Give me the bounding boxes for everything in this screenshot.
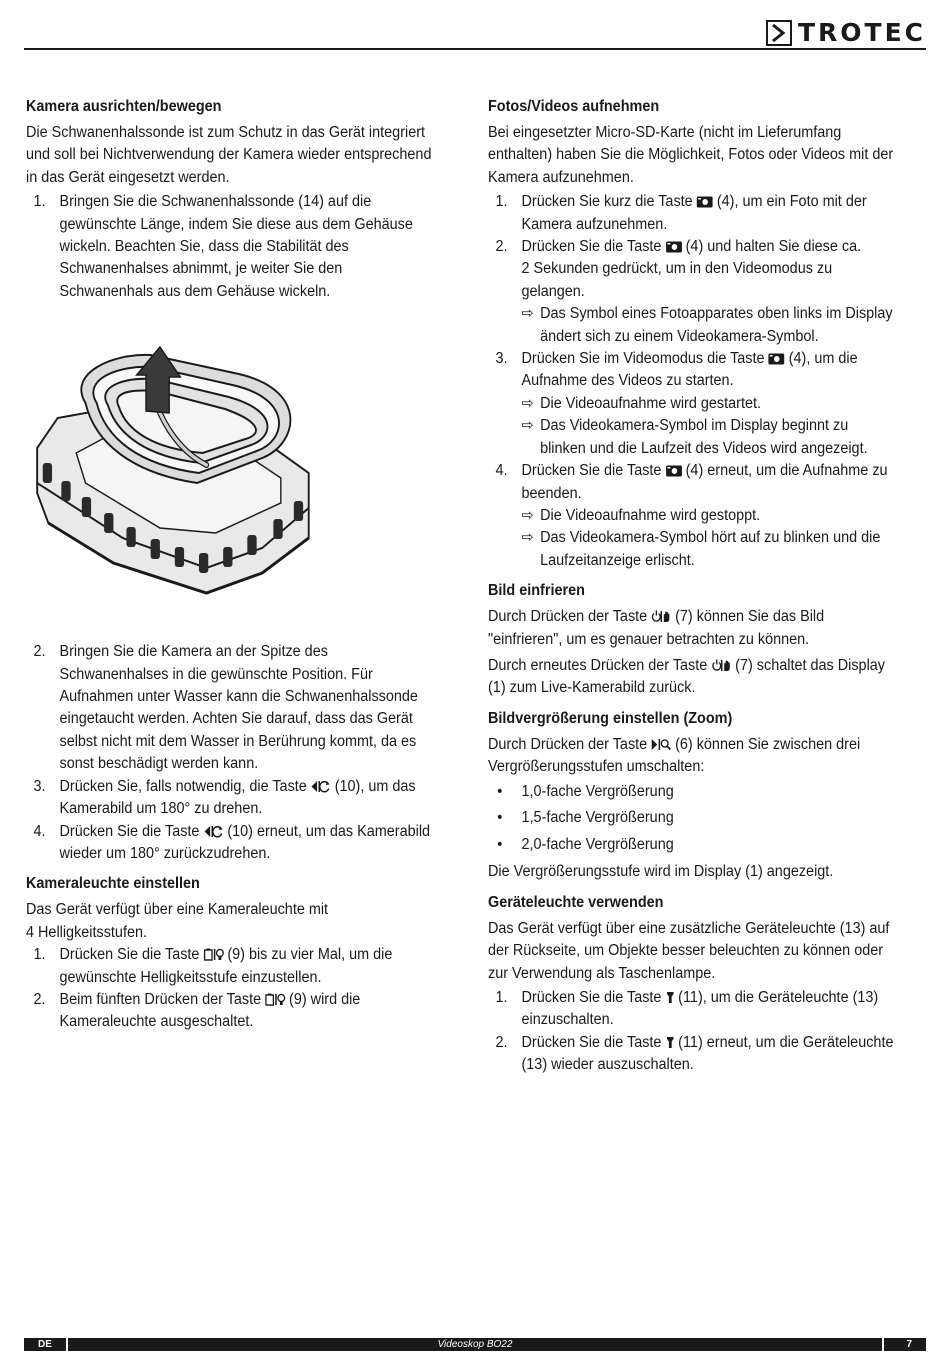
- result-item: ⇨ Die Videoaufnahme wird gestoppt.: [521, 505, 893, 527]
- power-freeze-icon: [711, 659, 731, 672]
- paragraph: Bei eingesetzter Micro-SD-Karte (nicht im Lieferumfang enthalten) haben Sie die Möglichkeit, Fotos oder Videos mit der Kamera aufzunehmen.: [488, 124, 894, 186]
- section-kamera-ausrichten: [26, 96, 431, 303]
- paragraph: Durch Drücken der Taste (6) können Sie zwischen drei Vergrößerungsstufen umschalten:: [488, 735, 861, 776]
- power-freeze-icon: [651, 610, 671, 623]
- result-item: ⇨ Das Videokamera-Symbol im Display beginnt zu blinken und die Laufzeit des Videos wird angezeigt.: [521, 417, 868, 457]
- result-arrow-icon: ⇨: [521, 506, 534, 524]
- section-title: Kamera ausrichten/bewegen: [26, 98, 222, 115]
- bullet-item: • 1,5-fache Vergrößerung: [497, 809, 674, 827]
- result-arrow-icon: ⇨: [521, 417, 534, 435]
- device-gooseneck-illustration: [30, 333, 328, 603]
- page-footer: [24, 1338, 926, 1351]
- left-column: [26, 96, 431, 1034]
- step-item: 4. Drücken Sie die Taste (10) erneut, um das Kamerabild wieder um 180° zurückzudrehen.: [33, 822, 431, 862]
- section-title: Kameraleuchte einstellen: [26, 875, 200, 893]
- result-item: ⇨ Das Videokamera-Symbol hört auf zu blinken und die Laufzeitanzeige erlischt.: [521, 529, 881, 569]
- section-geraeteleuchte: [488, 892, 893, 1077]
- flashlight-icon: [665, 1036, 674, 1049]
- header-rule: [24, 48, 926, 50]
- step-item: 2. Bringen Sie die Kamera an der Spitze des Schwanenhalses in die gewünschte Position. Für Aufnahmen unter Wasser kann die Schwanenhalssonde eingetaucht werden. Achten Sie darauf, dass das Gerät selbst nicht mit dem Wasser in Berührung kommt, da es sonst beschädigt werden kann.: [33, 643, 418, 773]
- result-arrow-icon: ⇨: [521, 394, 534, 412]
- paragraph: Durch erneutes Drücken der Taste (7) schaltet das Display (1) zum Live-Kamerabild zurück.: [488, 656, 885, 697]
- section-zoom: [488, 708, 893, 884]
- step-item: 1. Drücken Sie die Taste (11), um die Geräteleuchte (13) einzuschalten.: [495, 988, 879, 1029]
- trotec-logo: [766, 18, 926, 47]
- flashlight-icon: [665, 991, 674, 1004]
- section-kamera-ausrichten-cont: [26, 641, 431, 865]
- right-column: [488, 96, 893, 1077]
- result-arrow-icon: ⇨: [521, 305, 534, 323]
- logo-text: TROTEC: [797, 18, 926, 47]
- camera-light-icon: [265, 993, 285, 1006]
- bullet-list: [488, 781, 893, 857]
- result-item: ⇨ Die Videoaufnahme wird gestartet.: [521, 393, 893, 415]
- paragraph: Die Schwanenhalssonde ist zum Schutz in das Gerät integriert und soll bei Nichtverwendung der Kamera wieder entsprechend in das Gerät eingesetzt werden.: [26, 124, 432, 186]
- section-bild-einfrieren: [488, 580, 893, 700]
- footer-divider: [882, 1338, 884, 1351]
- step-list: [488, 987, 893, 1077]
- camera-button-icon: [768, 352, 785, 365]
- paragraph: Das Gerät verfügt über eine Kameraleuchte mit 4 Helligkeitsstufen.: [26, 901, 329, 941]
- logo-chevron-icon: [766, 20, 792, 46]
- bullet-item: • 2,0-fache Vergrößerung: [497, 836, 674, 854]
- step-item: 2. Beim fünften Drücken der Taste (9) wird die Kameraleuchte ausgeschaltet.: [33, 990, 361, 1031]
- footer-language: DE: [38, 1339, 52, 1350]
- paragraph: Das Gerät verfügt über eine zusätzliche Geräteleuchte (13) auf der Rückseite, um Objekte besser beleuchten zu können oder zur Verwendung als Taschenlampe.: [488, 919, 890, 982]
- rotate-icon: [203, 825, 223, 838]
- camera-button-icon: [696, 195, 713, 208]
- result-arrow-icon: ⇨: [521, 529, 534, 547]
- footer-model: Videoskop BO22: [437, 1339, 513, 1350]
- result-list: [521, 303, 893, 348]
- result-list: [521, 393, 893, 460]
- step-item: 1. Drücken Sie die Taste (9) bis zu vier Mal, um die gewünschte Helligkeitsstufe einzustellen.: [33, 946, 393, 986]
- step-item: 2. Drücken Sie die Taste (11) erneut, um die Geräteleuchte (13) wieder auszuschalten.: [495, 1033, 894, 1074]
- section-kameraleuchte: [26, 873, 431, 1033]
- step-list: [26, 944, 431, 1034]
- step-list: [488, 191, 893, 572]
- zoom-icon: [651, 738, 671, 751]
- footer-page-number: 7: [906, 1339, 912, 1350]
- step-item: 4. Drücken Sie die Taste (4) erneut, um die Aufnahme zu beenden. ⇨ Die Videoaufnahme wird gestoppt. ⇨ Das Videokamera-Symbol hört auf zu blinken und die Laufzeitanzeige erlischt.: [488, 460, 893, 572]
- section-title: Geräteleuchte verwenden: [488, 893, 664, 911]
- step-item: 1. Drücken Sie kurz die Taste (4), um ein Foto mit der Kamera aufzunehmen.: [495, 193, 867, 233]
- step-item: 2. Drücken Sie die Taste (4) und halten Sie diese ca. 2 Sekunden gedrückt, um in den Videomodus zu gelangen. ⇨ Das Symbol eines Fotoapparates oben links im Display ändert sich zu einem Videokamera-Symbol.: [488, 236, 893, 348]
- step-list: [26, 641, 431, 865]
- result-list: [521, 505, 893, 572]
- step-list: [26, 191, 431, 303]
- section-title: Fotos/Videos aufnehmen: [488, 98, 660, 115]
- section-title: Bildvergrößerung einstellen (Zoom): [488, 709, 733, 727]
- camera-button-icon: [665, 464, 682, 477]
- step-item: 1. Bringen Sie die Schwanenhalssonde (14) auf die gewünschte Länge, indem Sie diese aus dem Gehäuse wickeln. Beachten Sie, dass die Stabilität des Schwanenhalses abnimmt, je weiter Sie den Schwanenhals aus dem Gehäuse wickeln.: [33, 193, 413, 300]
- paragraph: Durch Drücken der Taste (7) können Sie das Bild "einfrieren", um es genauer betrachten zu können.: [488, 608, 825, 648]
- camera-button-icon: [665, 240, 682, 253]
- result-item: ⇨ Das Symbol eines Fotoapparates oben links im Display ändert sich zu einem Videokamera-Symbol.: [521, 305, 893, 345]
- paragraph: Die Vergrößerungsstufe wird im Display (1) angezeigt.: [488, 863, 834, 881]
- bullet-item: • 1,0-fache Vergrößerung: [497, 782, 674, 800]
- step-item: 3. Drücken Sie, falls notwendig, die Taste (10), um das Kamerabild um 180° zu drehen.: [33, 777, 416, 818]
- step-item: 3. Drücken Sie im Videomodus die Taste (4), um die Aufnahme des Videos zu starten. ⇨ Die Videoaufnahme wird gestartet. ⇨ Das Videokamera-Symbol im Display beginnt zu blinken und die Laufzeit des Videos wird angezeigt.: [488, 348, 893, 460]
- rotate-icon: [311, 780, 331, 793]
- section-fotos-videos: [488, 96, 893, 572]
- section-title: Bild einfrieren: [488, 582, 585, 600]
- camera-light-icon: [203, 948, 223, 961]
